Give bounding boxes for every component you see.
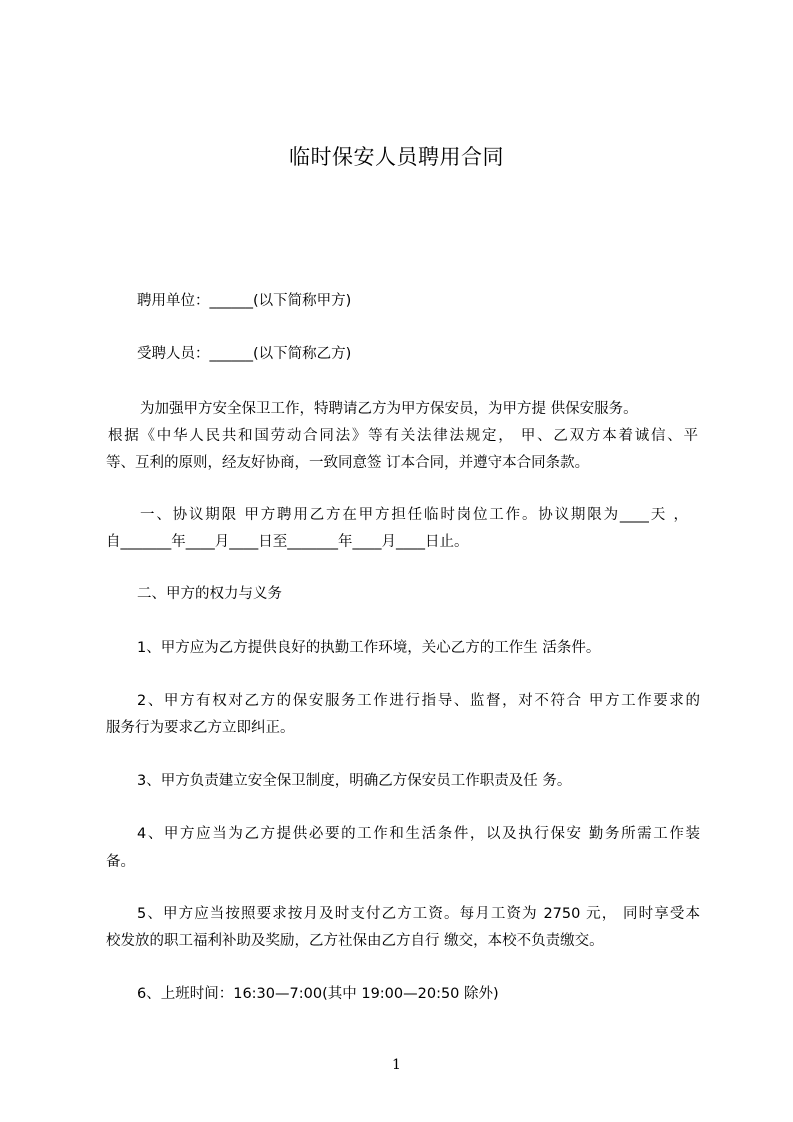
clause-3: 3、甲方负责建立安全保卫制度，明确乙方保安员工作职责及任 务。 <box>137 773 572 789</box>
section2-heading: 二、甲方的权力与义务 <box>137 586 282 602</box>
clause-5-line-1: 5、甲方应当按照要求按月及时支付乙方工资。每月工资为 2750 元， 同时享受本 <box>137 906 700 922</box>
clause-2-line-2: 服务行为要求乙方立即纠正。 <box>106 720 295 736</box>
document-title: 临时保安人员聘用合同 <box>289 145 504 169</box>
intro-line-2: 根据《中华人民共和国劳动合同法》等有关法律法规定， 甲、乙双方本着诚信、平 <box>108 428 698 444</box>
clause-2-line-1: 2、甲方有权对乙方的保安服务工作进行指导、监督，对不符合 甲方工作要求的 <box>137 693 700 709</box>
employer-line: 聘用单位：______(以下简称甲方) <box>137 293 352 309</box>
clause-4-line-1: 4、甲方应当为乙方提供必要的工作和生活条件，以及执行保安 勤务所需工作装 <box>137 826 700 842</box>
clause-6: 6、上班时间：16:30—7:00(其中 19:00—20:50 除外) <box>137 986 499 1002</box>
clause-5-line-2: 校发放的职工福利补助及奖励，乙方社保由乙方自行 缴交，本校不负责缴交。 <box>106 933 604 949</box>
intro-line-1: 为加强甲方安全保卫工作，特聘请乙方为甲方保安员，为甲方提 供保安服务。 <box>140 401 638 417</box>
page-number: 1 <box>392 1057 401 1073</box>
section1-line-2: 自_______年____月____日至_______年____月____日止。 <box>106 534 469 550</box>
intro-line-3: 等、互利的原则，经友好协商，一致同意签 订本合同，并遵守本合同条款。 <box>106 455 590 471</box>
clause-4-line-2: 备。 <box>106 854 135 870</box>
section1-line-1: 一、协议期限 甲方聘用乙方在甲方担任临时岗位工作。协议期限为____天 ， <box>140 507 688 523</box>
clause-1: 1、甲方应为乙方提供良好的执勤工作环境，关心乙方的工作生 活条件。 <box>137 640 601 656</box>
employee-line: 受聘人员：______(以下简称乙方) <box>137 346 352 362</box>
